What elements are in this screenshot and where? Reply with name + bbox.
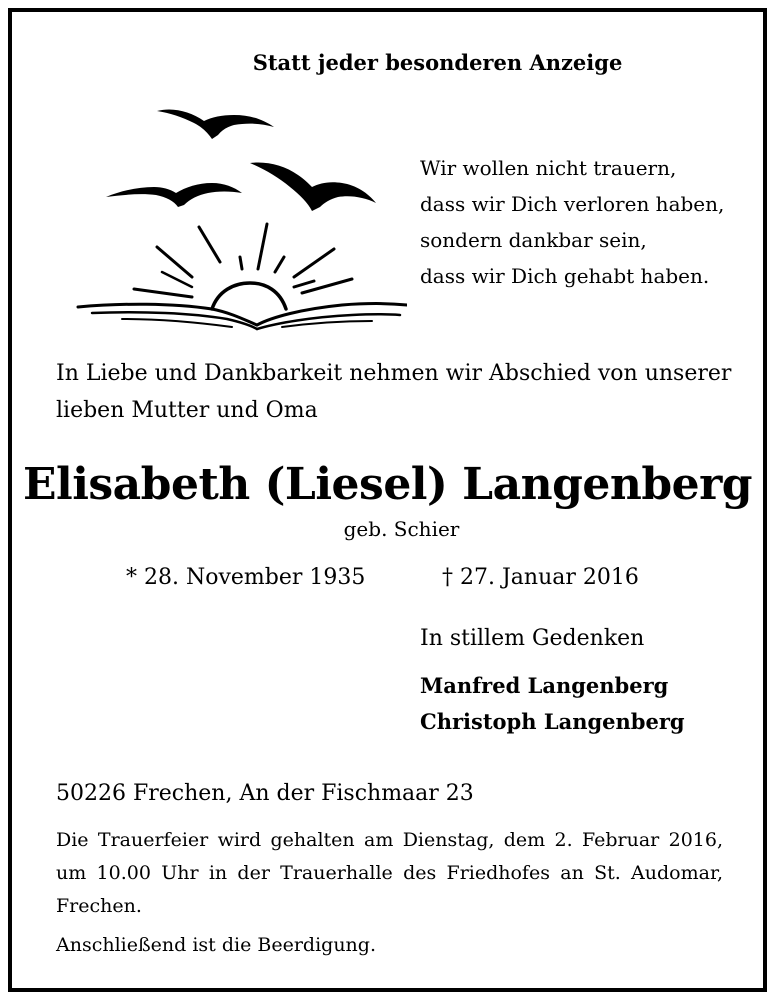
service-info — [56, 824, 723, 923]
notice-header: Statt jeder besonderen Anzeige — [252, 50, 623, 75]
mourner-name: Manfred Langenberg — [420, 673, 669, 698]
poem-line: sondern dankbar sein, — [420, 228, 647, 252]
birds-over-sunset-icon — [62, 97, 407, 337]
intro-line: In Liebe und Dankbarkeit nehmen wir Abschied von unserer — [56, 361, 732, 386]
death-date: † 27. Januar 2016 — [442, 565, 639, 590]
poem — [420, 150, 750, 294]
service-line: um 10.00 Uhr in der Trauerhalle des Friedhofes an St. Audomar, — [56, 862, 723, 884]
address: 50226 Frechen, An der Fischmaar 23 — [56, 781, 474, 806]
burial-info: Anschließend ist die Beerdigung. — [56, 934, 376, 956]
service-line: Die Trauerfeier wird gehalten am Dienstag, dem 2. Februar 2016, — [56, 829, 723, 851]
poem-line: Wir wollen nicht trauern, — [420, 156, 677, 180]
poem-line: dass wir Dich verloren haben, — [420, 192, 725, 216]
intro-line: lieben Mutter und Oma — [56, 398, 318, 423]
maiden-name: geb. Schier — [343, 517, 460, 541]
memory-line: In stillem Gedenken — [420, 626, 645, 651]
poem-line: dass wir Dich gehabt haben. — [420, 264, 710, 288]
intro-text — [56, 355, 731, 429]
service-line: Frechen. — [56, 895, 142, 917]
mourner-name: Christoph Langenberg — [420, 709, 685, 734]
birth-date: * 28. November 1935 — [126, 565, 366, 590]
obituary-notice — [8, 8, 767, 992]
deceased-name: Elisabeth (Liesel) Langenberg — [22, 459, 753, 510]
